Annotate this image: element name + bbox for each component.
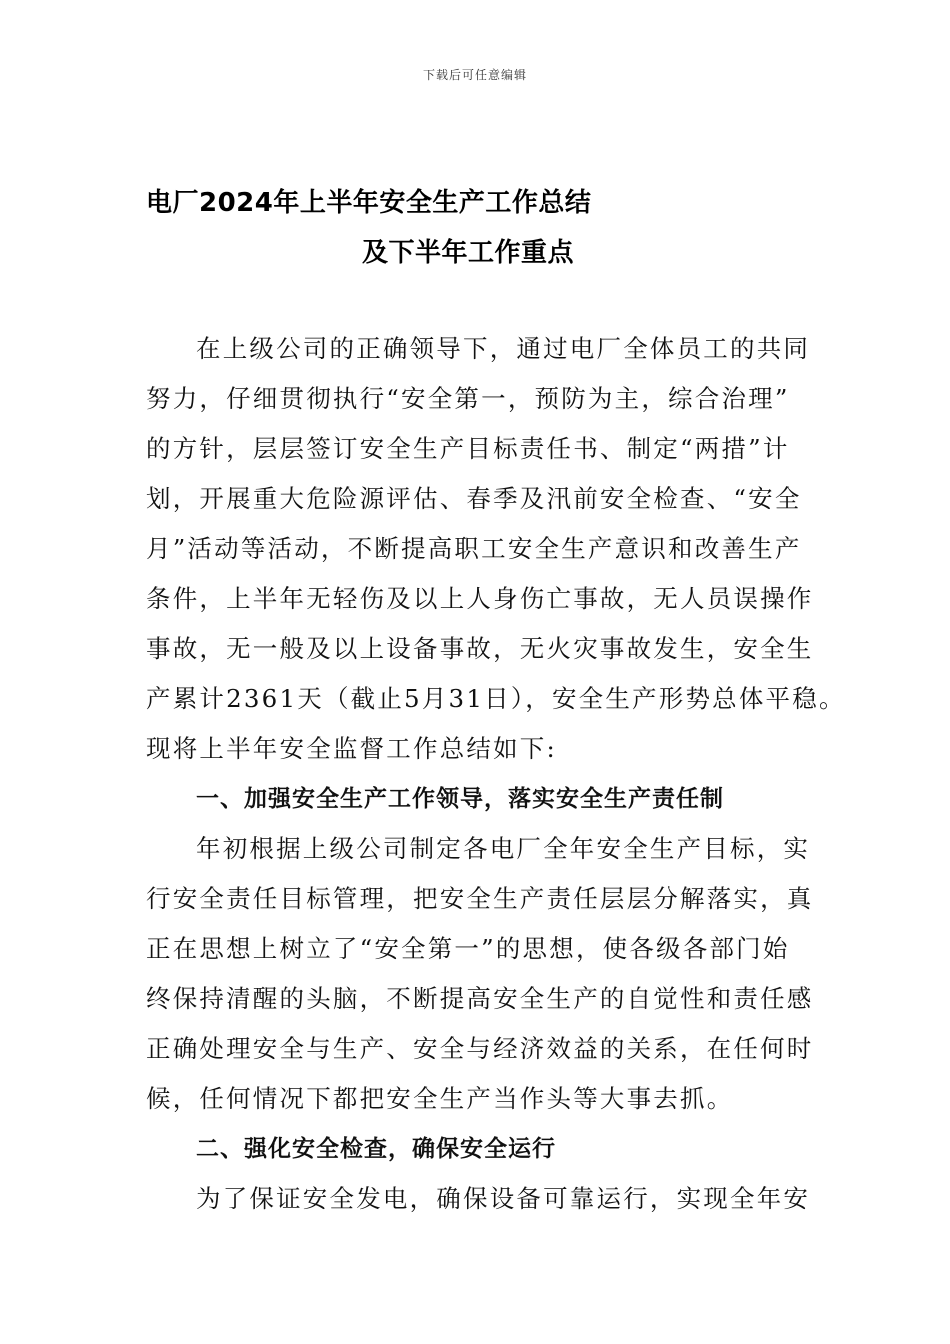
paragraph-line: 条件，上半年无轻伤及以上人身伤亡事故，无人员误操作 xyxy=(146,584,814,613)
paragraph-line: 产累计2361天（截止5月31日），安全生产形势总体平稳。 xyxy=(146,684,846,713)
paragraph-line: 终保持清醒的头脑，不断提高安全生产的自觉性和责任感 xyxy=(146,984,814,1013)
paragraph-line: 划，开展重大危险源评估、春季及汛前安全检查、“安全 xyxy=(146,484,802,513)
header-note: 下载后可任意编辑 xyxy=(422,68,527,82)
document-title-line-1: 电厂2024年上半年安全生产工作总结 xyxy=(146,188,592,218)
paragraph-line: 事故，无一般及以上设备事故，无火灾事故发生，安全生 xyxy=(146,634,814,663)
paragraph-line: 月”活动等活动，不断提高职工安全生产意识和改善生产 xyxy=(146,534,802,563)
section-heading-2: 二、强化安全检查，确保安全运行 xyxy=(196,1136,556,1162)
paragraph-line: 现将上半年安全监督工作总结如下: xyxy=(146,734,557,763)
document-body xyxy=(146,324,846,1224)
paragraph-line: 年初根据上级公司制定各电厂全年安全生产目标，实 xyxy=(196,834,811,863)
paragraph-line: 候，任何情况下都把安全生产当作头等大事去抓。 xyxy=(146,1084,734,1113)
paragraph-line: 行安全责任目标管理，把安全生产责任层层分解落实，真 xyxy=(146,884,814,913)
paragraph-line: 为了保证安全发电，确保设备可靠运行，实现全年安 xyxy=(196,1184,811,1213)
paragraph-line: 在上级公司的正确领导下，通过电厂全体员工的共同 xyxy=(196,334,811,363)
paragraph-line: 正在思想上树立了“安全第一”的思想，使各级各部门始 xyxy=(146,934,790,963)
document-title-line-2: 及下半年工作重点 xyxy=(362,238,575,268)
paragraph-line: 正确处理安全与生产、安全与经济效益的关系，在任何时 xyxy=(146,1034,814,1063)
paragraph-line: 努力，仔细贯彻执行“安全第一，预防为主，综合治理” xyxy=(146,384,790,413)
section-heading-1: 一、加强安全生产工作领导，落实安全生产责任制 xyxy=(196,786,724,812)
paragraph-line: 的方针，层层签订安全生产目标责任书、制定“两措”计 xyxy=(146,434,790,463)
